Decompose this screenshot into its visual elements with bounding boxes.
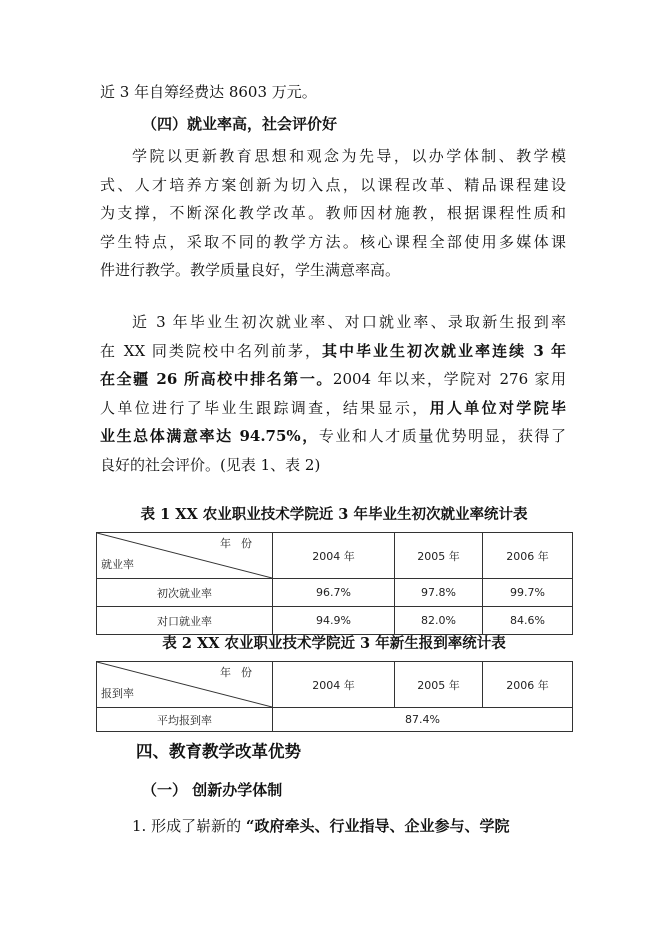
table-enrollment-rate [96, 661, 573, 732]
text-run: 专业和人才质量优势明显，获得了 [318, 427, 566, 445]
table1-caption: 表 1 XX 农业职业技术学院近 3 年毕业生初次就业率统计表 [140, 506, 528, 523]
subsection-heading: （一） 创新办学体制 [142, 781, 283, 799]
text-line [100, 394, 566, 423]
value-cell: 99.7% [483, 579, 573, 607]
bold-run: 其中毕业生初次就业率连续 3 年 [322, 341, 566, 360]
header-year: 年份 [220, 666, 262, 679]
year-cell: 2004 年 [273, 533, 395, 579]
bold-run: 在全疆 26 所高校中排名第一。 [100, 370, 333, 388]
text-line: 学院以更新教育思想和观念为先导，以办学体制、教学模 [132, 147, 566, 165]
diagonal-header-cell [97, 662, 273, 708]
table-header-row [97, 533, 573, 579]
text-run: 人单位进行了毕业生跟踪调查，结果显示， [100, 398, 430, 417]
text-line: 为支撑，不断深化教学改革。教师因材施教，根据课程性质和 [100, 204, 566, 222]
text-line [100, 422, 566, 451]
text-run: 1. 形成了崭新的 [132, 817, 246, 835]
text-run: 2004 年以来，学院对 276 家用 [332, 370, 566, 388]
table-employment-rate [96, 532, 573, 635]
text-line: 式、人才培养方案创新为切入点，以课程改革、精品课程建设 [100, 175, 566, 194]
text-line: 近 3 年毕业生初次就业率、对口就业率、录取新生报到率 [132, 313, 566, 331]
paragraph-teaching-reform [100, 142, 566, 285]
paragraph-employment [100, 308, 566, 479]
section-heading-4: （四）就业率高，社会评价好 [142, 115, 338, 133]
value-cell: 82.0% [395, 607, 483, 635]
value-cell: 94.9% [273, 607, 395, 635]
value-cell: 96.7% [273, 579, 395, 607]
row-label: 对口就业率 [97, 607, 273, 635]
table-row [97, 708, 573, 732]
text-line: 学生特点，采取不同的教学方法。核心课程全部使用多媒体课 [100, 232, 566, 251]
year-cell: 2005 年 [395, 533, 483, 579]
table-header-row [97, 662, 573, 708]
table2-caption: 表 2 XX 农业职业技术学院近 3 年新生报到率统计表 [162, 635, 506, 652]
row-label: 平均报到率 [97, 708, 273, 732]
value-cell: 84.6% [483, 607, 573, 635]
list-item-1 [132, 812, 566, 841]
year-cell: 2006 年 [483, 662, 573, 708]
header-year: 年份 [220, 537, 262, 550]
value-cell: 97.8% [395, 579, 483, 607]
bold-run: “政府牵头、行业指导、企业参与、学院 [245, 817, 510, 835]
table-row [97, 607, 573, 635]
year-cell: 2004 年 [273, 662, 395, 708]
value-cell: 87.4% [273, 708, 573, 732]
year-cell: 2006 年 [483, 533, 573, 579]
year-cell: 2005 年 [395, 662, 483, 708]
bold-run: 业生总体满意率达 94.75%， [100, 427, 319, 445]
text-line: 件进行教学。教学质量良好，学生满意率高。 [100, 261, 401, 279]
table-row [97, 579, 573, 607]
section-heading-main: 四、教育教学改革优势 [136, 742, 301, 761]
text-line [100, 365, 566, 394]
row-label: 初次就业率 [97, 579, 273, 607]
diagonal-header-cell [97, 533, 273, 579]
text-run: 在 XX 同类院校中名列前茅， [100, 341, 322, 360]
text-line: 近 3 年自筹经费达 8603 万元。 [100, 83, 317, 101]
text-line [132, 812, 566, 841]
text-line: 良好的社会评价。(见表 1、表 2) [100, 455, 321, 474]
text-line [100, 337, 566, 366]
paragraph-funding [100, 78, 566, 107]
bold-run: 用人单位对学院毕 [429, 398, 566, 417]
header-rate: 就业率 [101, 558, 134, 571]
header-rate: 报到率 [101, 687, 134, 700]
